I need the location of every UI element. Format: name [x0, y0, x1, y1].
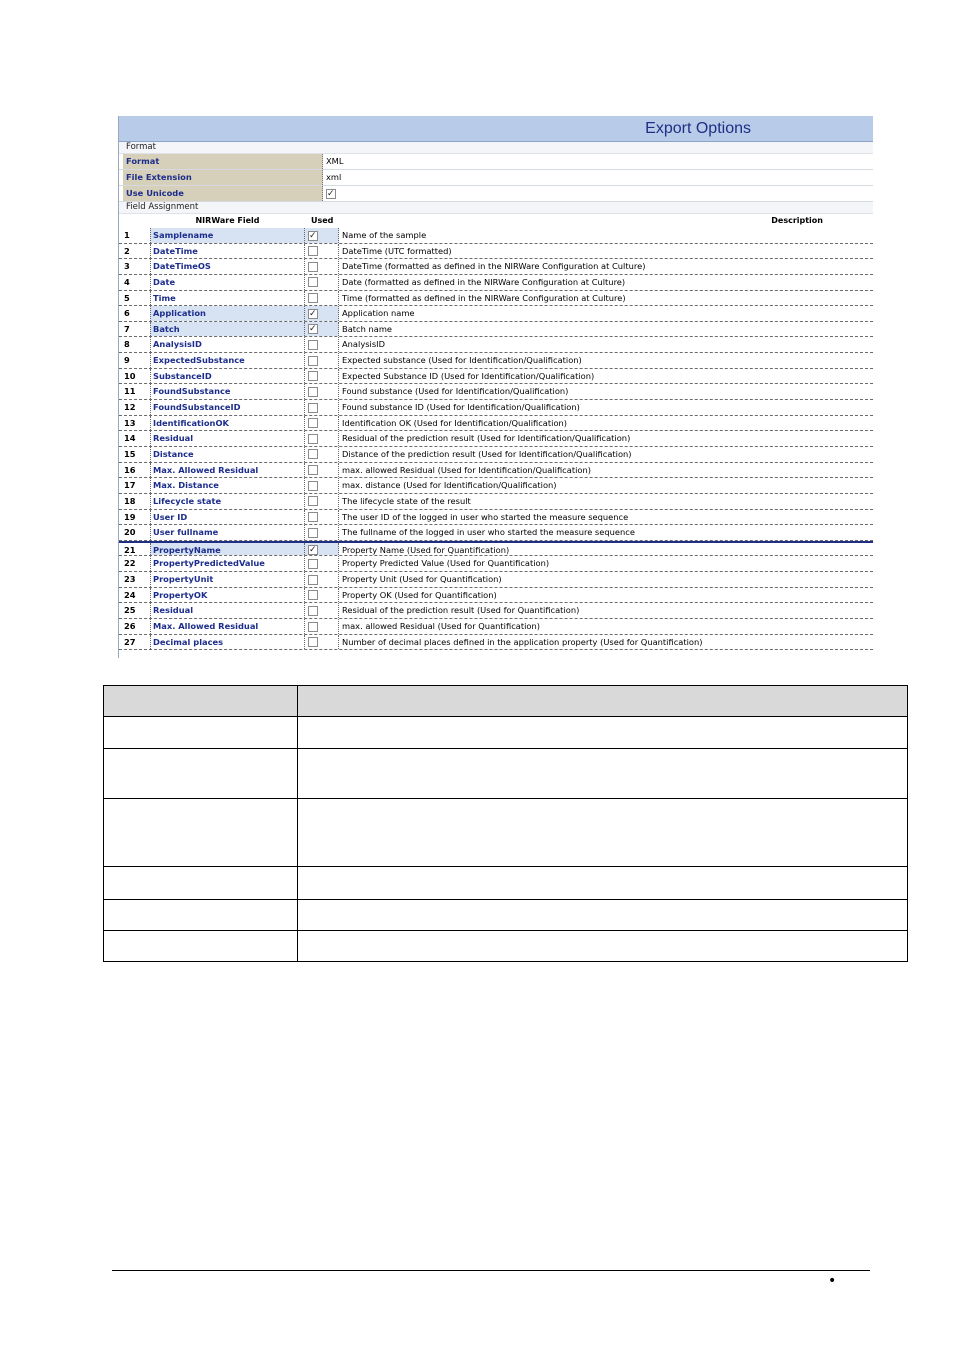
doc-table-row [104, 749, 908, 799]
row-number: 19 [124, 511, 136, 522]
assignment-header [119, 214, 873, 228]
format-field-label: Use Unicode [123, 186, 323, 201]
table-row[interactable] [119, 244, 873, 260]
export-options-screenshot [118, 116, 873, 658]
row-description: Number of decimal places defined in the application property (Used for Quantification) [342, 636, 703, 647]
format-field-label: File Extension [123, 170, 323, 185]
doc-table-cell-left [104, 686, 298, 717]
row-field-name: FoundSubstanceID [150, 400, 305, 415]
format-field-row [119, 186, 873, 202]
row-number: 27 [124, 636, 136, 647]
row-description: Property Predicted Value (Used for Quantification) [342, 558, 550, 569]
row-field-name: PropertyName [150, 543, 305, 556]
doc-table-row [104, 900, 908, 931]
used-checkbox[interactable] [308, 262, 318, 272]
row-field-name: Residual [150, 603, 305, 618]
used-checkbox[interactable] [308, 528, 318, 538]
row-number: 3 [124, 261, 130, 272]
table-row[interactable] [119, 384, 873, 400]
table-row[interactable] [119, 635, 873, 651]
row-used-cell [305, 384, 339, 399]
row-description: Identification OK (Used for Identification/Qualification) [342, 417, 568, 428]
table-row[interactable] [119, 525, 873, 541]
row-used-cell [305, 275, 339, 290]
window-header [119, 116, 873, 142]
row-used-cell [305, 494, 339, 509]
used-checkbox[interactable] [308, 606, 318, 616]
format-field-row [119, 154, 873, 170]
table-row[interactable] [119, 619, 873, 635]
row-used-cell [305, 400, 339, 415]
document-table [103, 685, 908, 962]
row-number: 25 [124, 605, 136, 616]
row-field-name: Residual [150, 431, 305, 446]
row-used-cell [305, 431, 339, 446]
doc-table-cell-right [298, 749, 908, 799]
doc-table-cell-right [298, 931, 908, 962]
use-unicode-checkbox[interactable] [326, 189, 336, 199]
row-description: Found substance (Used for Identification/Qualification) [342, 386, 569, 397]
format-field-value[interactable]: xml [326, 172, 342, 182]
row-description: The fullname of the logged in user who started the measure sequence [342, 527, 635, 538]
row-description: Residual of the prediction result (Used for Identification/Qualification) [342, 433, 631, 444]
table-row[interactable] [119, 228, 873, 244]
use-unicode-checkbox-cell [323, 186, 873, 201]
row-used-cell [305, 416, 339, 431]
table-row[interactable] [119, 494, 873, 510]
row-number: 20 [124, 527, 136, 538]
used-checkbox[interactable] [308, 418, 318, 428]
row-description: Batch name [342, 323, 393, 334]
table-row[interactable] [119, 291, 873, 307]
footer-bullet: • [828, 1273, 837, 1289]
doc-table-cell-right [298, 867, 908, 900]
format-section-label: Format [119, 142, 873, 154]
row-used-cell [305, 510, 339, 525]
row-number: 8 [124, 339, 130, 350]
footer-rule [112, 1270, 870, 1271]
row-field-name: Max. Distance [150, 478, 305, 493]
used-checkbox[interactable] [308, 545, 318, 555]
row-used-cell [305, 603, 339, 618]
row-field-name: PropertyOK [150, 588, 305, 603]
row-used-cell [305, 556, 339, 571]
row-number: 9 [124, 355, 130, 366]
row-number: 12 [124, 402, 136, 413]
column-header-used: Used [311, 216, 334, 225]
table-row[interactable] [119, 431, 873, 447]
row-number: 6 [124, 308, 130, 319]
doc-table-cell-left [104, 799, 298, 867]
row-field-name: Batch [150, 322, 305, 337]
doc-table-header-row [104, 686, 908, 717]
row-field-name: PropertyPredictedValue [150, 556, 305, 571]
table-row[interactable] [119, 369, 873, 385]
row-number: 13 [124, 417, 136, 428]
row-description: max. allowed Residual (Used for Identification/Qualification) [342, 464, 591, 475]
table-row[interactable] [119, 306, 873, 322]
row-description: max. allowed Residual (Used for Quantification) [342, 621, 540, 632]
row-field-name: Lifecycle state [150, 494, 305, 509]
table-row[interactable] [119, 447, 873, 463]
row-used-cell [305, 543, 339, 556]
used-checkbox[interactable] [308, 496, 318, 506]
field-assignment-list [119, 228, 873, 650]
used-checkbox[interactable] [308, 637, 318, 647]
row-field-name: SubstanceID [150, 369, 305, 384]
row-field-name: AnalysisID [150, 337, 305, 352]
table-row[interactable] [119, 588, 873, 604]
doc-table-row [104, 931, 908, 962]
row-field-name: User fullname [150, 525, 305, 540]
row-used-cell [305, 353, 339, 368]
used-checkbox[interactable] [308, 622, 318, 632]
row-field-name: Max. Allowed Residual [150, 619, 305, 634]
row-description: DateTime (formatted as defined in the NIRWare Configuration at Culture) [342, 261, 646, 272]
row-used-cell [305, 228, 339, 243]
row-number: 22 [124, 558, 136, 569]
row-number: 5 [124, 292, 130, 303]
used-checkbox[interactable] [308, 371, 318, 381]
row-used-cell [305, 291, 339, 306]
table-row[interactable] [119, 510, 873, 526]
row-used-cell [305, 306, 339, 321]
column-header-field: NIRWare Field [195, 216, 260, 225]
row-description: Property Unit (Used for Quantification) [342, 574, 502, 585]
used-checkbox[interactable] [308, 324, 318, 334]
used-checkbox[interactable] [308, 356, 318, 366]
window-title: Export Options [645, 120, 751, 137]
used-checkbox[interactable] [308, 293, 318, 303]
row-number: 26 [124, 621, 136, 632]
row-field-name: DateTimeOS [150, 259, 305, 274]
row-used-cell [305, 478, 339, 493]
row-description: Found substance ID (Used for Identification/Qualification) [342, 402, 580, 413]
row-number: 17 [124, 480, 136, 491]
used-checkbox[interactable] [308, 309, 318, 319]
doc-table-cell-right [298, 799, 908, 867]
row-used-cell [305, 369, 339, 384]
doc-table-cell-left [104, 931, 298, 962]
doc-table-cell-left [104, 900, 298, 931]
row-description: Property OK (Used for Quantification) [342, 589, 497, 600]
row-field-name: FoundSubstance [150, 384, 305, 399]
row-field-name: Time [150, 291, 305, 306]
used-checkbox[interactable] [308, 246, 318, 256]
table-row[interactable] [119, 556, 873, 572]
table-row[interactable] [119, 463, 873, 479]
doc-table-row [104, 717, 908, 749]
field-assignment-label: Field Assignment [119, 202, 873, 214]
table-row[interactable] [119, 259, 873, 275]
row-number: 15 [124, 448, 136, 459]
row-used-cell [305, 447, 339, 462]
used-checkbox[interactable] [308, 434, 318, 444]
row-description: The user ID of the logged in user who started the measure sequence [342, 511, 629, 522]
row-number: 1 [124, 230, 130, 240]
used-checkbox[interactable] [308, 465, 318, 475]
format-field-value[interactable]: XML [326, 156, 344, 166]
row-description: Property Name (Used for Quantification) [342, 544, 510, 555]
doc-table-row [104, 799, 908, 867]
row-used-cell [305, 572, 339, 587]
doc-table-cell-left [104, 867, 298, 900]
doc-table-cell-right [298, 717, 908, 749]
row-used-cell [305, 463, 339, 478]
row-number: 16 [124, 464, 136, 475]
table-row[interactable] [119, 337, 873, 353]
row-number: 18 [124, 495, 136, 506]
row-used-cell [305, 635, 339, 650]
table-row[interactable] [119, 572, 873, 588]
row-description: Expected substance (Used for Identification/Qualification) [342, 355, 582, 366]
row-field-name: Max. Allowed Residual [150, 463, 305, 478]
used-checkbox[interactable] [308, 449, 318, 459]
row-used-cell [305, 322, 339, 337]
row-used-cell [305, 588, 339, 603]
doc-table-cell-left [104, 717, 298, 749]
row-description: Date (formatted as defined in the NIRWare Configuration at Culture) [342, 276, 626, 287]
row-used-cell [305, 259, 339, 274]
used-checkbox[interactable] [308, 403, 318, 413]
row-number: 21 [124, 544, 136, 555]
row-description: Expected Substance ID (Used for Identification/Qualification) [342, 370, 595, 381]
used-checkbox[interactable] [308, 590, 318, 600]
row-field-name: Date [150, 275, 305, 290]
row-description: Time (formatted as defined in the NIRWare Configuration at Culture) [342, 292, 626, 303]
row-used-cell [305, 244, 339, 259]
doc-table-cell-right [298, 900, 908, 931]
row-description: DateTime (UTC formatted) [342, 245, 452, 256]
table-row[interactable] [119, 400, 873, 416]
row-field-name: Distance [150, 447, 305, 462]
table-row[interactable] [119, 478, 873, 494]
row-number: 10 [124, 370, 136, 381]
row-number: 7 [124, 323, 130, 334]
used-checkbox[interactable] [308, 277, 318, 287]
table-row[interactable] [119, 353, 873, 369]
row-field-name: Samplename [150, 228, 305, 243]
format-field-label: Format [123, 154, 323, 169]
row-field-name: DateTime [150, 244, 305, 259]
doc-table-cell-left [104, 749, 298, 799]
row-number: 4 [124, 276, 130, 287]
row-description: The lifecycle state of the result [342, 495, 471, 506]
table-row[interactable] [119, 603, 873, 619]
row-number: 24 [124, 589, 136, 600]
row-field-name: ExpectedSubstance [150, 353, 305, 368]
row-field-name: IdentificationOK [150, 416, 305, 431]
row-number: 14 [124, 433, 136, 444]
used-checkbox[interactable] [308, 575, 318, 585]
row-number: 23 [124, 574, 136, 585]
row-number: 11 [124, 386, 136, 397]
row-description: max. distance (Used for Identification/Qualification) [342, 480, 557, 491]
row-used-cell [305, 337, 339, 352]
used-checkbox[interactable] [308, 481, 318, 491]
used-checkbox[interactable] [308, 387, 318, 397]
used-checkbox[interactable] [308, 231, 318, 241]
table-row[interactable] [119, 416, 873, 432]
used-checkbox[interactable] [308, 512, 318, 522]
used-checkbox[interactable] [308, 340, 318, 350]
table-row[interactable] [119, 322, 873, 338]
row-description: Name of the sample [342, 230, 427, 240]
row-description: AnalysisID [342, 339, 386, 350]
table-row[interactable] [119, 541, 873, 557]
row-used-cell [305, 619, 339, 634]
row-field-name: User ID [150, 510, 305, 525]
row-description: Residual of the prediction result (Used for Quantification) [342, 605, 580, 616]
row-used-cell [305, 525, 339, 540]
row-description: Distance of the prediction result (Used for Identification/Qualification) [342, 448, 632, 459]
row-field-name: PropertyUnit [150, 572, 305, 587]
used-checkbox[interactable] [308, 559, 318, 569]
column-header-description: Description [771, 216, 823, 225]
row-number: 2 [124, 245, 130, 256]
doc-table-cell-right [298, 686, 908, 717]
format-fields [119, 154, 873, 202]
row-description: Application name [342, 308, 415, 319]
row-field-name: Decimal places [150, 635, 305, 650]
row-field-name: Application [150, 306, 305, 321]
doc-table-row [104, 867, 908, 900]
table-row[interactable] [119, 275, 873, 291]
format-field-row [119, 170, 873, 186]
